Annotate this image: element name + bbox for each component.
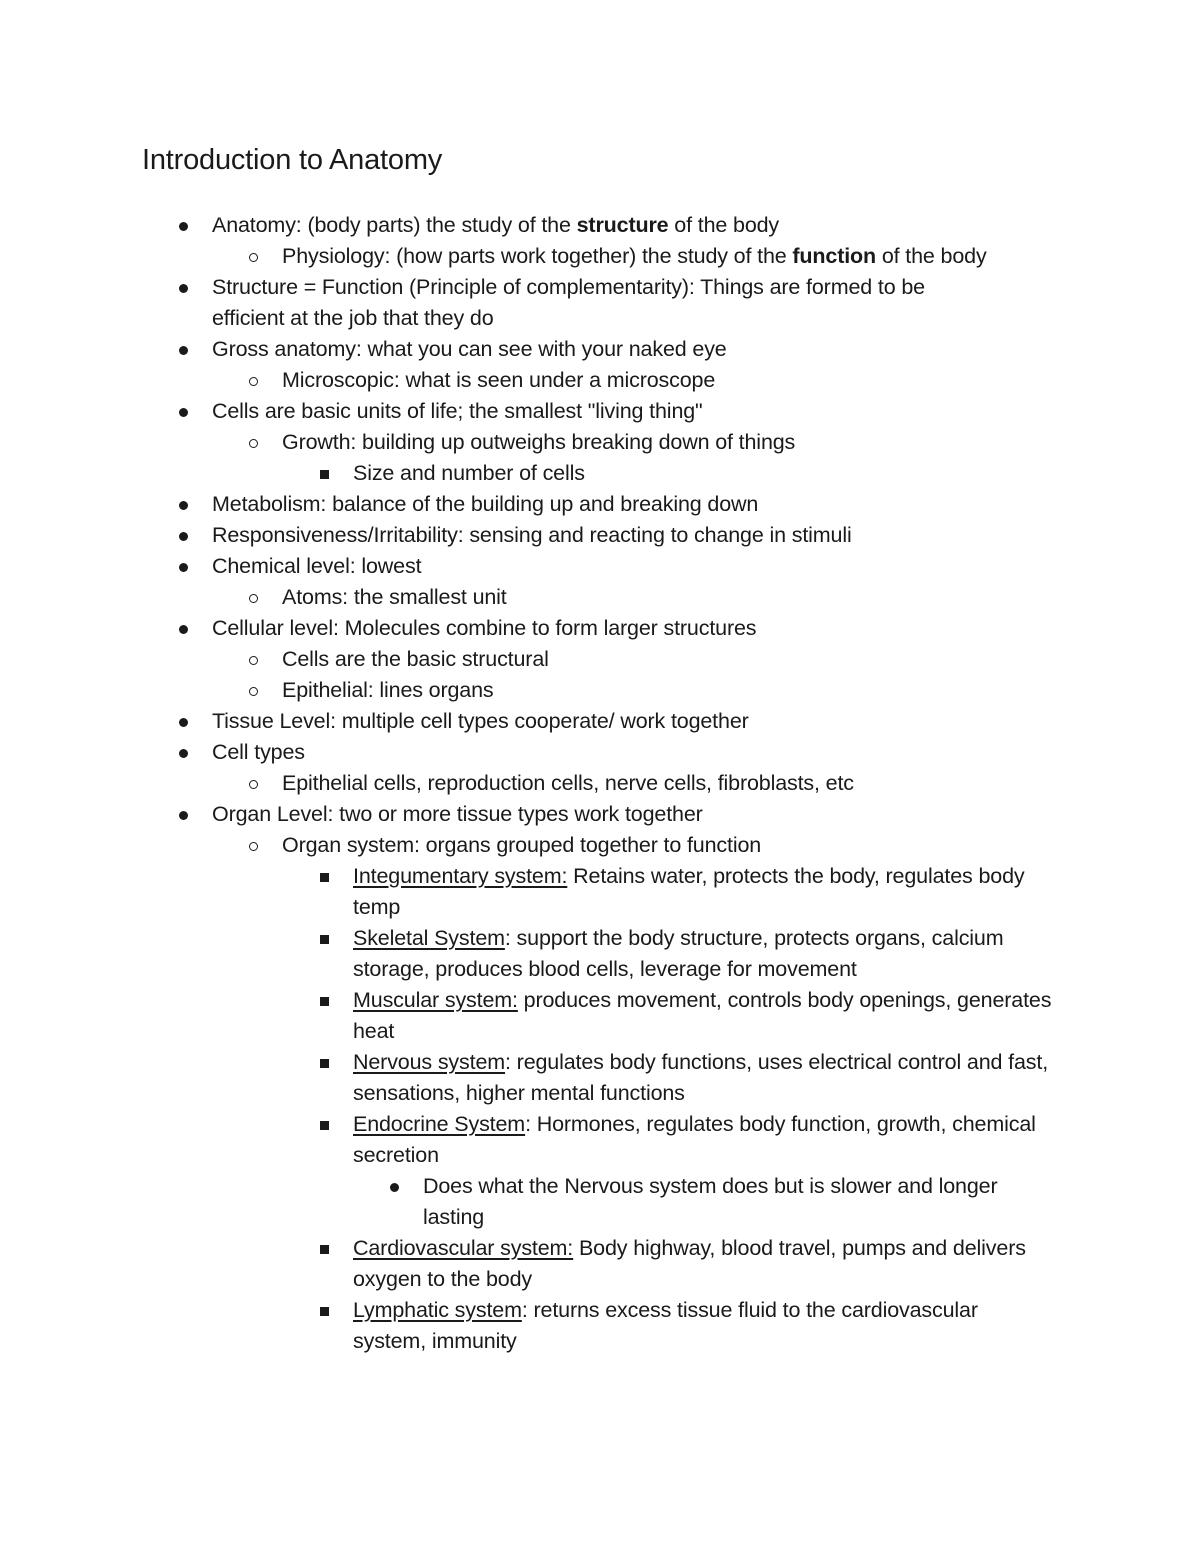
item-text: Epithelial cells, reproduction cells, nerve cells, fibroblasts, etc [282,771,854,795]
list-item [142,1047,1053,1109]
item-text: Physiology: (how parts work together) the study of the [282,244,793,268]
disc-bullet-icon [176,210,196,241]
circle-bullet-icon [246,644,266,675]
circle-bullet-icon [246,768,266,799]
list-item [142,985,1053,1047]
square-bullet-icon [317,861,337,892]
list-item [142,520,1002,551]
bold-term: function [792,244,876,268]
list-item [142,613,1002,644]
item-text: Cell types [212,740,305,764]
list-item [142,427,1022,458]
list-item [142,675,1022,706]
disc-bullet-icon [387,1171,407,1202]
list-item [142,1295,1053,1357]
disc-bullet-icon [176,520,196,551]
disc-bullet-icon [176,489,196,520]
circle-bullet-icon [246,582,266,613]
list-item [142,1109,1053,1171]
square-bullet-icon [317,1233,337,1264]
item-text: Chemical level: lowest [212,554,422,578]
square-bullet-icon [317,1109,337,1140]
list-item [142,365,1022,396]
list-item [142,458,1053,489]
item-text: of the body [876,244,987,268]
disc-bullet-icon [176,334,196,365]
item-text: Microscopic: what is seen under a microscope [282,368,716,392]
document-page [142,140,1062,1357]
underlined-term: Cardiovascular system: [353,1236,574,1260]
item-text: Size and number of cells [353,461,585,485]
item-text: Body highway, blood travel, pumps and delivers oxygen to the body [353,1236,1026,1291]
square-bullet-icon [317,458,337,489]
list-item [142,582,1022,613]
bullet-list [142,210,1062,1357]
item-text: Retains water, protects the body, regulates body temp [353,864,1025,919]
bold-term: structure [576,213,669,237]
list-item [142,923,1053,985]
disc-bullet-icon [176,551,196,582]
item-text: Gross anatomy: what you can see with your naked eye [212,337,727,361]
item-text: Organ Level: two or more tissue types work together [212,802,703,826]
item-text: Epithelial: lines organs [282,678,494,702]
circle-bullet-icon [246,830,266,861]
item-text: Organ system: organs grouped together to function [282,833,762,857]
list-item [142,768,1022,799]
circle-bullet-icon [246,675,266,706]
underlined-term: Endocrine System [353,1112,526,1136]
disc-bullet-icon [176,396,196,427]
item-text: : Hormones, regulates body function, growth, chemical secretion [353,1112,1036,1167]
list-item [142,644,1022,675]
underlined-term: Nervous system [353,1050,506,1074]
item-text: Cellular level: Molecules combine to form larger structures [212,616,757,640]
underlined-term: Integumentary system: [353,864,568,888]
disc-bullet-icon [176,272,196,303]
underlined-term: Lymphatic system [353,1298,522,1322]
item-text: Anatomy: (body parts) the study of the [212,213,577,237]
underlined-term: Skeletal System [353,926,505,950]
item-text: Cells are basic units of life; the smallest "living thing" [212,399,703,423]
list-item [142,706,1002,737]
list-item [142,334,1002,365]
page-title: Introduction to Anatomy [142,144,443,176]
list-item [142,551,1002,582]
disc-bullet-icon [176,737,196,768]
item-text: Cells are the basic structural [282,647,549,671]
disc-bullet-icon [176,799,196,830]
square-bullet-icon [317,1295,337,1326]
underlined-term: Muscular system: [353,988,518,1012]
list-item [142,861,1053,923]
circle-bullet-icon [246,241,266,272]
item-text: : regulates body functions, uses electrical control and fast, sensations, higher mental functions [353,1050,1049,1105]
list-item [142,1171,1053,1233]
item-text: : support the body structure, protects organs, calcium storage, produces blood cells, leverage for movement [353,926,1004,981]
item-text: Metabolism: balance of the building up and breaking down [212,492,759,516]
circle-bullet-icon [246,427,266,458]
item-text: Responsiveness/Irritability: sensing and reacting to change in stimuli [212,523,852,547]
list-item [142,272,1002,334]
square-bullet-icon [317,985,337,1016]
list-item [142,799,1002,830]
list-item [142,489,1002,520]
item-text: Structure = Function (Principle of complementarity): Things are formed to be efficient at the job that they do [212,275,925,330]
circle-bullet-icon [246,365,266,396]
list-item [142,737,1002,768]
disc-bullet-icon [176,706,196,737]
list-item [142,210,1002,241]
list-item [142,396,1002,427]
item-text: produces movement, controls body openings, generates heat [353,988,1052,1043]
item-text: : returns excess tissue fluid to the cardiovascular system, immunity [353,1298,978,1353]
list-item [142,241,1022,272]
square-bullet-icon [317,923,337,954]
disc-bullet-icon [176,613,196,644]
square-bullet-icon [317,1047,337,1078]
item-text: Growth: building up outweighs breaking down of things [282,430,796,454]
list-item [142,830,1022,861]
list-item [142,1233,1053,1295]
item-text: of the body [668,213,780,237]
item-text: Does what the Nervous system does but is slower and longer lasting [423,1174,998,1229]
item-text: Atoms: the smallest unit [282,585,507,609]
item-text: Tissue Level: multiple cell types cooperate/ work together [212,709,749,733]
